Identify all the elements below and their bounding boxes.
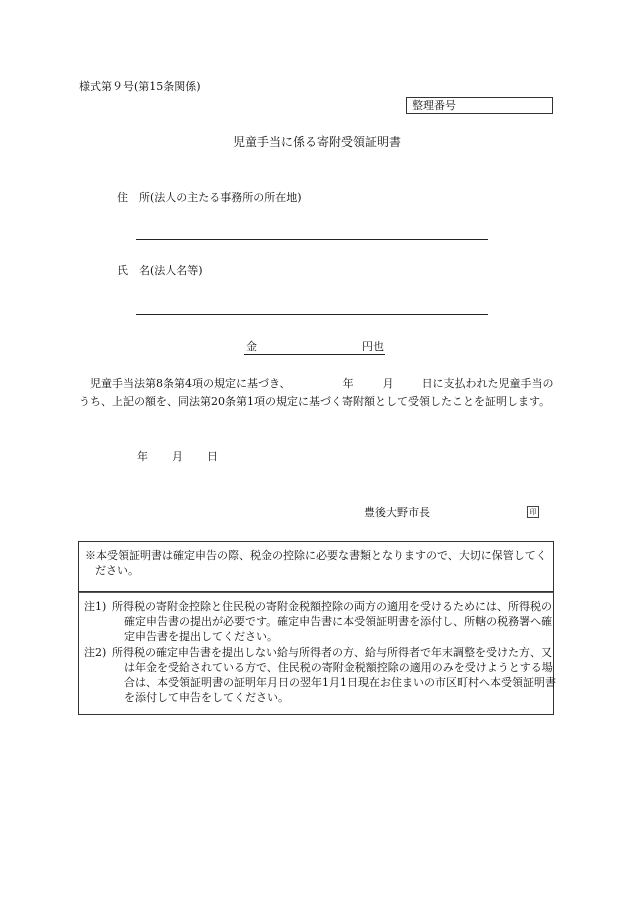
note-2-text: 所得税の確定申告書を提出しない給与所得者の方、給与所得者で年末調整を受けた方、又は年金を受給されている方で、住民税の寄附金税額控除の適用のみを受けようとする場合は、本受領証明書の証明年月日の翌年1月1日現在お住まいの市区町村へ本受領証明書を添付して申告をしてください。 xyxy=(112,646,556,704)
reference-number-label: 整理番号 xyxy=(412,99,456,112)
note-1-label: 注1) xyxy=(84,600,107,613)
notes-box xyxy=(78,592,554,715)
note-1-text: 所得税の寄附金控除と住民税の寄附金税額控除の両方の適用を受けるためには、所得税の確定申告書の提出が必要です。確定申告書に本受領証明書を添付し、所轄の税務署へ確定申告書を提出してください。 xyxy=(112,600,553,643)
note-2-label: 注2) xyxy=(84,646,107,659)
name-line[interactable] xyxy=(136,314,488,315)
address-label: 住 所(法人の主たる事務所の所在地) xyxy=(117,191,302,204)
body-part1: 児童手当法第8条第4項の規定に基づき、 xyxy=(90,377,291,390)
body-part2: 日に支払われた児童手当のうち、上記の額を、同法第20条第1項の規定に基づく寄附額として受領したことを証明します。 xyxy=(79,377,554,408)
notice-box xyxy=(78,541,554,592)
reference-number-box[interactable] xyxy=(406,97,553,114)
document-title: 児童手当に係る寄附受領証明書 xyxy=(233,135,402,149)
date-month: 月 xyxy=(172,450,183,463)
seal-mark: 印 xyxy=(527,506,539,518)
certification-paragraph xyxy=(79,375,554,411)
date-day: 日 xyxy=(207,450,218,463)
body-year: 年 xyxy=(342,377,354,390)
address-line[interactable] xyxy=(136,239,488,240)
issuer-name: 豊後大野市長 xyxy=(364,506,430,519)
amount-underline xyxy=(244,354,385,355)
amount-suffix: 円也 xyxy=(362,340,384,353)
form-number: 様式第９号(第15条関係) xyxy=(79,80,201,93)
body-month: 月 xyxy=(382,377,394,390)
date-year: 年 xyxy=(137,450,148,463)
name-label: 氏 名(法人名等) xyxy=(117,264,203,277)
amount-prefix: 金 xyxy=(246,340,257,353)
notice-text: ※本受領証明書は確定申告の際、税金の控除に必要な書類となりますので、大切に保管してください。 xyxy=(85,549,547,577)
